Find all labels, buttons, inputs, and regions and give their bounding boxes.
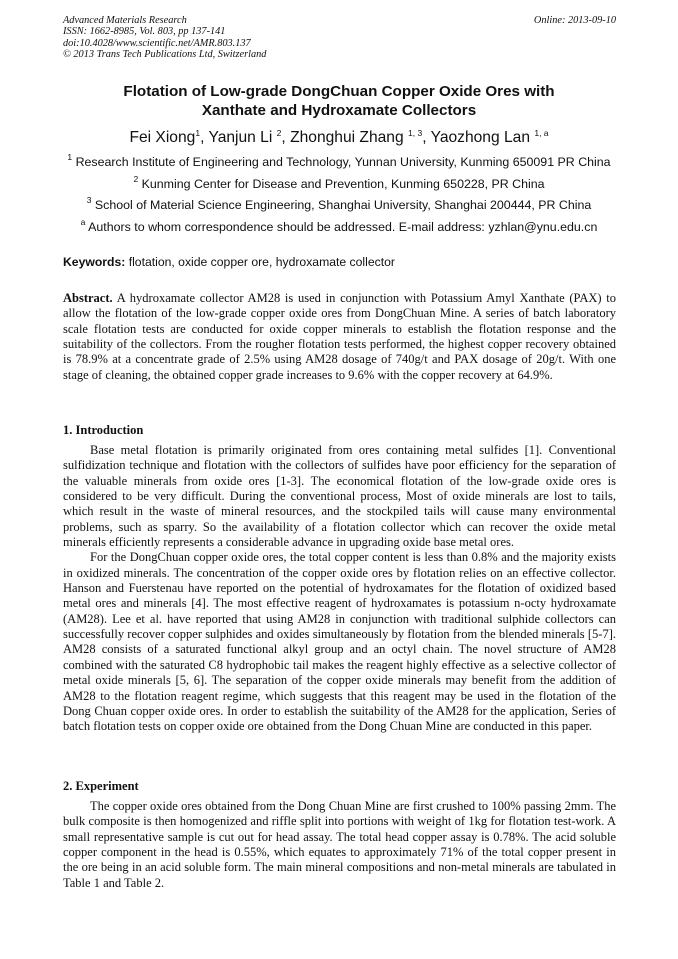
journal-header <box>63 15 616 60</box>
affiliation-1 <box>40 152 638 170</box>
author-name: Yanjun Li <box>208 129 273 146</box>
author-list: Fei Xiong$^1$, Yanjun Li $^2$, Zhonghui Zhang $^{1, 3}$, Yaozhong Lan $^{1, a}$ <box>129 128 549 146</box>
affiliation-sup: a <box>80 217 86 227</box>
affiliation-sup: 1 <box>67 152 73 162</box>
keywords-text: flotation, oxide copper ore, hydroxamate collector <box>128 255 395 269</box>
paragraph: Base metal flotation is primarily originated from ores containing metal sulfides [1]. Conventional sulfidization technique and flotation with the collectors of sulfides have poor efficiency for the separation of the valuable minerals from oxide ores [1-3]. The economical flotation of the low-grade oxide ores is considered to be very difficult. During the conventional process, Most of oxide minerals are lost to tails, which result in the waste of mineral resources, and the stockpiled tails will cause many environmental problems, such as sparry. So the availability of a flotation collector which can recover the oxide metal minerals efficiently represents a considerable advance in upgrading oxide base metal ores. <box>63 443 616 550</box>
paper-title <box>40 82 638 120</box>
affiliation-text: Kunming Center for Disease and Prevention, Kunming 650228, PR China <box>141 177 545 191</box>
introduction-body <box>63 443 616 735</box>
journal-name: Advanced Materials Research <box>63 15 187 26</box>
abstract <box>63 291 616 383</box>
online-date: Online: 2013-09-10 <box>533 15 616 26</box>
affiliation-3 <box>40 195 638 213</box>
affiliation-text: Authors to whom correspondence should be addressed. E-mail address: yzhlan@ynu.edu.cn <box>88 220 598 234</box>
copyright-line: © 2013 Trans Tech Publications Ltd, Switzerland <box>63 48 267 60</box>
abstract-text: A hydroxamate collector AM28 is used in conjunction with Potassium Amyl Xanthate (PAX) to allow the flotation of the low-grade copper oxide ores from DongChuan Mine. A series of batch laboratory scale flotation tests are conducted for oxide copper minerals to establish the flotation response and the suitability of the collectors. From the rougher flotation tests performed, the highest copper recovery obtained is 78.9% at a concentrate grade of 2.5% using AM28 dosage of 740g/t and PAX dosage of 20g/t. With one stage of cleaning, the obtained copper grade increases to 9.6% with the copper recovery at 64.9%. <box>63 291 617 382</box>
author-name: Zhonghui Zhang <box>290 129 404 146</box>
paragraph: For the DongChuan copper oxide ores, the total copper content is less than 0.8% and the majority exists in oxidized minerals. The concentration of the copper oxide ores by flotation relies on an effective collector. Hanson and Fuerstenau have reported on the potential of hydroxamates for the flotation of oxidized based metal ores and minerals [4]. The most effective reagent of hydroxamates is potassium n-octy hydroxamate (AM28). Lee et al. have reported that using AM28 in conjunction with traditional sulphide collectors can successfully recover copper sulphides and oxides simultaneously by flotation from the blended minerals [5-7]. AM28 consists of a saturated functional alkyl group and an octyl chain. The novel structure of AM28 combined with the saturated C8 hydrophobic tail makes the reagent highly effective as a selective collector of metal oxide minerals [5, 6]. The separation of the copper oxide minerals may benefit from the addition of AM28 to the flotation reagent regime, which suggests that this reagent may be used in the flotation of the Dong Chuan copper oxide ores. In order to establish the suitability of the AM28 for the application, Series of batch flotation tests on copper oxide ore obtained from the Dong Chuan Mine are conducted in this paper. <box>63 550 616 734</box>
affiliation-text: School of Material Science Engineering, Shanghai University, Shanghai 200444, PR China <box>94 198 592 212</box>
affiliation-sup: 2 <box>133 174 139 184</box>
section-heading-introduction: 1. Introduction <box>63 423 144 437</box>
author-name: Fei Xiong <box>129 129 196 146</box>
title-line-2: Xanthate and Hydroxamate Collectors <box>201 102 477 119</box>
author-sup: 1, a <box>534 128 549 138</box>
issn-line: ISSN: 1662-8985, Vol. 803, pp 137-141 <box>63 26 226 38</box>
author-sup: 1, 3 <box>408 128 423 138</box>
affiliation-4 <box>40 217 638 235</box>
affiliation-text: Research Institute of Engineering and Technology, Yunnan University, Kunming 650091 PR China <box>75 155 611 169</box>
experiment-body <box>63 799 616 891</box>
doi-line[interactable]: doi:10.4028/www.scientific.net/AMR.803.137 <box>63 37 251 49</box>
keywords <box>63 255 616 270</box>
paragraph: The copper oxide ores obtained from the Dong Chuan Mine are first crushed to 100% passing 2mm. The bulk composite is then homogenized and riffle split into portions with weight of 1kg for flotation test-work. A small representative sample is cut out for head assay. The total head copper assay is 0.78%. The acid soluble copper component in the head is 0.55%, which equates to approximately 71% of the total copper present in the ore being in an acid soluble form. The main mineral compositions and non-metal minerals are tabulated in Table 1 and Table 2. <box>63 799 616 890</box>
author-name: Yaozhong Lan <box>430 129 531 146</box>
keywords-label: Keywords: <box>63 255 126 269</box>
affiliation-sup: 3 <box>86 195 92 205</box>
author-sup: 1 <box>195 128 201 138</box>
abstract-label: Abstract. <box>63 291 113 305</box>
title-line-1: Flotation of Low-grade DongChuan Copper Oxide Ores with <box>123 83 555 100</box>
author-sup: 2 <box>276 128 282 138</box>
affiliation-2 <box>40 174 638 192</box>
section-heading-experiment: 2. Experiment <box>63 779 139 793</box>
